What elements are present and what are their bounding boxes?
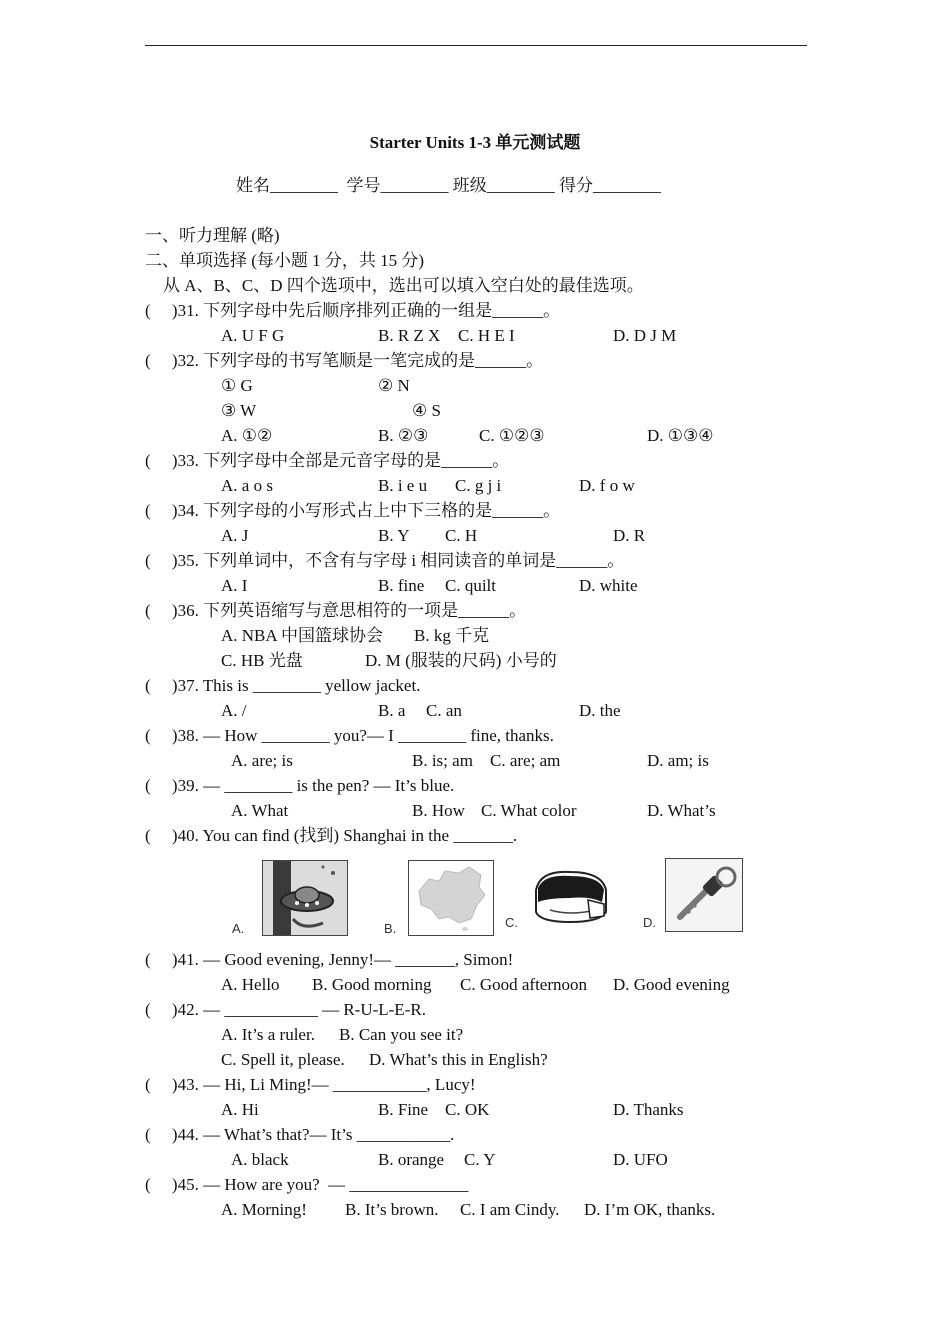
q32-item-1: ① G (221, 376, 253, 395)
q33-option-c: C. g j i (455, 476, 502, 495)
q32-item-3: ③ W (221, 401, 257, 420)
q33-option-d: D. f o w (579, 476, 635, 495)
q34-option-b: B. Y (378, 526, 410, 545)
q38-option-d: D. am; is (647, 751, 709, 770)
q31-option-c: C. H E I (458, 326, 515, 345)
q34-option-d: D. R (613, 526, 646, 545)
q37-option-a: A. / (221, 701, 247, 720)
q38-option-c: C. are; am (490, 751, 561, 770)
q32-item-4: ④ S (412, 401, 441, 420)
q31-option-b: B. R Z X (378, 326, 441, 345)
question-33: ( )33. 下列字母中全部是元音字母的是______。 (145, 451, 510, 470)
q40-label-d: D. (643, 915, 656, 930)
q39-option-a: A. What (231, 801, 289, 820)
q37-option-d: D. the (579, 701, 621, 720)
q43-option-b: B. Fine (378, 1100, 429, 1119)
q35-option-c: C. quilt (445, 576, 497, 595)
q44-option-a: A. black (231, 1150, 289, 1169)
question-38: ( )38. — How ________ you?— I ________ fine, thanks. (145, 726, 554, 745)
q39-option-c: C. What color (481, 801, 577, 820)
q35-option-b: B. fine (378, 576, 425, 595)
ufo-picture-icon (262, 860, 348, 936)
question-40: ( )40. You can find (找到) Shanghai in the _______. (145, 826, 518, 845)
q40-label-b: B. (384, 921, 397, 936)
section-instruction: 从 A、B、C、D 四个选项中，选出可以填入空白处的最佳选项。 (163, 276, 644, 295)
q36-option-c: C. HB 光盘 (221, 651, 303, 670)
quilt-picture-icon (530, 860, 610, 930)
key-picture-icon (665, 858, 743, 932)
q40-label-a: A. (232, 921, 245, 936)
section-listening: 一、听力理解 (略) (145, 226, 280, 245)
question-39: ( )39. — ________ is the pen? — It’s blue. (145, 776, 455, 795)
q32-option-c: C. ①②③ (479, 426, 545, 445)
q36-option-b: B. kg 千克 (414, 626, 490, 645)
q42-option-d: D. What’s this in English? (369, 1050, 548, 1069)
q39-option-b: B. How (412, 801, 465, 820)
q33-option-a: A. a o s (221, 476, 273, 495)
q37-option-c: C. an (426, 701, 462, 720)
q42-option-b: B. Can you see it? (339, 1025, 464, 1044)
q43-option-c: C. OK (445, 1100, 490, 1119)
q37-option-b: B. a (378, 701, 406, 720)
question-34: ( )34. 下列字母的小写形式占上中下三格的是______。 (145, 501, 561, 520)
q34-option-a: A. J (221, 526, 249, 545)
student-info-line: 姓名________ 学号________ 班级________ 得分________ (236, 176, 661, 195)
question-36: ( )36. 下列英语缩写与意思相符的一项是______。 (145, 601, 527, 620)
q44-option-d: D. UFO (613, 1150, 668, 1169)
q40-label-c: C. (505, 915, 518, 930)
q36-option-d: D. M (服装的尺码) 小号的 (365, 651, 557, 670)
q44-option-b: B. orange (378, 1150, 445, 1169)
question-45: ( )45. — How are you? — ______________ (145, 1175, 469, 1194)
q42-option-c: C. Spell it, please. (221, 1050, 345, 1069)
q32-option-a: A. ①② (221, 426, 273, 445)
question-43: ( )43. — Hi, Li Ming!— ___________, Lucy! (145, 1075, 476, 1094)
q45-option-c: C. I am Cindy. (460, 1200, 560, 1219)
question-31: ( )31. 下列字母中先后顺序排列正确的一组是______。 (145, 301, 561, 320)
question-44: ( )44. — What’s that?— It’s ___________. (145, 1125, 455, 1144)
q34-option-c: C. H (445, 526, 478, 545)
q41-option-b: B. Good morning (312, 975, 432, 994)
q43-option-a: A. Hi (221, 1100, 259, 1119)
q32-option-b: B. ②③ (378, 426, 429, 445)
q45-option-b: B. It’s brown. (345, 1200, 439, 1219)
q41-option-d: D. Good evening (613, 975, 730, 994)
q32-option-d: D. ①③④ (647, 426, 714, 445)
q38-option-b: B. is; am (412, 751, 473, 770)
q42-option-a: A. It’s a ruler. (221, 1025, 315, 1044)
header-rule (145, 45, 807, 46)
question-32: ( )32. 下列字母的书写笔顺是一笔完成的是______。 (145, 351, 544, 370)
q43-option-d: D. Thanks (613, 1100, 684, 1119)
question-41: ( )41. — Good evening, Jenny!— _______, Simon! (145, 950, 514, 969)
q36-option-a: A. NBA 中国篮球协会 (221, 626, 383, 645)
q31-option-a: A. U F G (221, 326, 285, 345)
q45-option-d: D. I’m OK, thanks. (584, 1200, 716, 1219)
q41-option-c: C. Good afternoon (460, 975, 588, 994)
section-single-choice: 二、单项选择 (每小题 1 分，共 15 分) (145, 251, 425, 270)
q35-option-d: D. white (579, 576, 638, 595)
q45-option-a: A. Morning! (221, 1200, 307, 1219)
q33-option-b: B. i e u (378, 476, 428, 495)
q31-option-d: D. D J M (613, 326, 677, 345)
question-35: ( )35. 下列单词中，不含有与字母 i 相同读音的单词是______。 (145, 551, 625, 570)
question-37: ( )37. This is ________ yellow jacket. (145, 676, 421, 695)
question-42: ( )42. — ___________ — R-U-L-E-R. (145, 1000, 426, 1019)
china-map-icon (408, 860, 494, 936)
q35-option-a: A. I (221, 576, 248, 595)
q39-option-d: D. What’s (647, 801, 716, 820)
page-title: Starter Units 1-3 单元测试题 (369, 133, 581, 152)
q44-option-c: C. Y (464, 1150, 496, 1169)
q41-option-a: A. Hello (221, 975, 280, 994)
q32-item-2: ② N (378, 376, 410, 395)
q38-option-a: A. are; is (231, 751, 293, 770)
